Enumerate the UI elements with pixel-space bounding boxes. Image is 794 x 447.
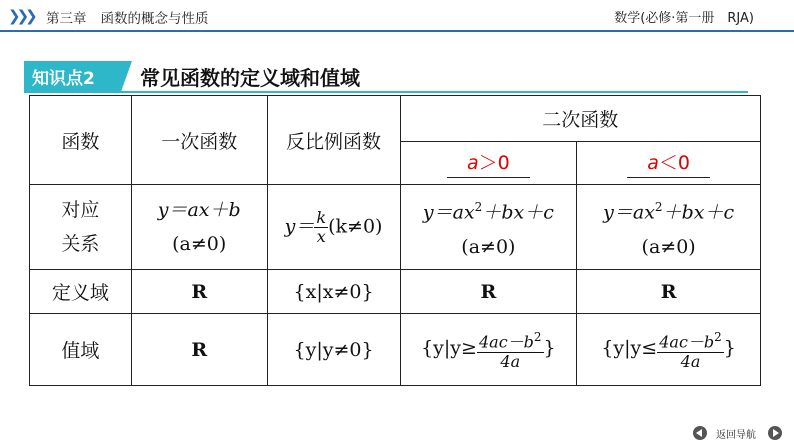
inverse-fraction: $\frac{k}{x}$ (316, 207, 327, 246)
row-label-range: 值域 (30, 314, 132, 386)
header-quadratic: 二次函数 (400, 96, 761, 142)
header-inverse: 反比例函数 (267, 96, 400, 185)
quad-neg-range: {y|y≤ $\frac{4ac-b^2}{4a}$ } (577, 314, 761, 386)
header-linear: 一次函数 (131, 96, 267, 185)
quad-neg-condition: (a≠0) (641, 235, 696, 258)
quad-pos-range-fraction: $\frac{4ac-b^2}{4a}$ (478, 330, 542, 371)
chapter-title: 函数的概念与性质 (100, 11, 209, 27)
knowledge-point-label: 知识点2 (32, 69, 95, 89)
linear-condition: (a≠0) (172, 233, 227, 255)
quad-neg-domain: R (577, 270, 761, 314)
linear-formula-cell (131, 185, 267, 270)
header-function: 函数 (30, 96, 132, 185)
linear-range: R (131, 314, 267, 386)
quad-neg-range-fraction: $\frac{4ac-b^2}{4a}$ (659, 330, 722, 371)
book-label: 数学(必修·第一册 RJA) (614, 11, 754, 26)
condition-a-negative: a＜0 (577, 142, 761, 185)
next-arrow-icon[interactable] (768, 426, 782, 440)
inverse-formula-cell: y＝ $\frac{k}{x}$ (k≠0) (267, 185, 400, 270)
quad-pos-formula-cell: $y=ax^2+bx+c$ (a≠0) (400, 185, 577, 270)
triple-chevron-icon: ❯❯❯ (8, 7, 34, 25)
table-row-range (30, 314, 761, 386)
knowledge-point-title: 常见函数的定义域和值域 (140, 66, 360, 90)
table-row-domain (30, 270, 761, 314)
quad-pos-condition: (a≠0) (461, 235, 516, 258)
inverse-domain: {x|x≠0} (267, 270, 400, 314)
row-label-domain: 定义域 (30, 270, 132, 314)
function-table (29, 95, 761, 386)
quad-neg-formula-cell: $y=ax^2+bx+c$ (a≠0) (577, 185, 761, 270)
chapter-label (46, 7, 209, 27)
row-label-correspondence: 对应 关系 (30, 185, 132, 270)
page-footer (0, 418, 794, 447)
previous-arrow-icon[interactable] (693, 426, 707, 440)
inverse-range: {y|y≠0} (267, 314, 400, 386)
return-nav-link[interactable]: 返回导航 (716, 430, 756, 441)
quad-pos-domain: R (400, 270, 577, 314)
knowledge-point-underline (24, 91, 748, 93)
header-divider (0, 30, 794, 32)
condition-a-positive: a＞0 (400, 142, 577, 185)
inverse-condition: (k≠0) (328, 215, 383, 237)
page-header (0, 0, 794, 30)
linear-domain: R (131, 270, 267, 314)
linear-formula: y＝ax＋b (157, 199, 241, 221)
quad-pos-range: {y|y≥ $\frac{4ac-b^2}{4a}$ } (400, 314, 577, 386)
table-row-correspondence (30, 185, 761, 270)
table-header-row (30, 96, 761, 142)
chapter-number: 第三章 (46, 11, 87, 27)
